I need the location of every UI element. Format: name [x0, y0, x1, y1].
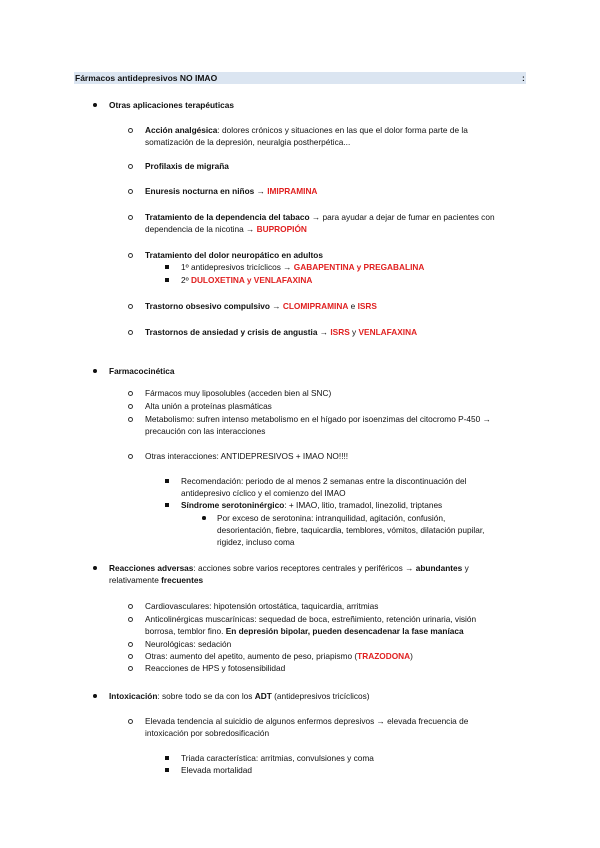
reacciones-intro-cont: relativamente frecuentes [109, 575, 204, 585]
section-title-reacciones: Reacciones adversas: acciones sobre varios receptores centrales y periféricos → abundantes y [109, 563, 469, 573]
list-item-analgesic-cont: somatización de la depresión, neuralgia postherpética... [145, 137, 351, 147]
circle-bullet-icon [128, 304, 133, 309]
circle-bullet-icon [128, 604, 133, 609]
adverse-anticholinergic-cont: borrosa, temblor fino. En depresión bipolar, pueden desencadenar la fase maníaca [145, 626, 464, 636]
list-item-neuropathic: Tratamiento del dolor neuropático en adultos [145, 250, 323, 260]
interaction-recommendation-cont: antidepresivo cíclico y el comienzo del IMAO [181, 488, 346, 498]
square-bullet-icon [165, 278, 169, 282]
pk-item-metabolism: Metabolismo: sufren intenso metabolismo en el hígado por isoenzimas del citocromo P-450 → [145, 414, 491, 424]
square-bullet-icon [165, 265, 169, 269]
circle-bullet-icon [128, 654, 133, 659]
intox-triad: Triada característica: arritmias, convulsiones y coma [181, 753, 374, 763]
circle-bullet-icon [128, 330, 133, 335]
circle-bullet-icon [128, 391, 133, 396]
intox-suicide-cont: intoxicación por sobredosificación [145, 728, 270, 738]
neuro-item-first: 1º antidepresivos tricíclicos → GABAPENTINA y PREGABALINA [181, 262, 425, 272]
list-item-migraine: Profilaxis de migraña [145, 161, 229, 171]
bullet-icon [93, 694, 97, 698]
intox-suicide: Elevada tendencia al suicidio de algunos enfermos depresivos → elevada frecuencia de [145, 716, 469, 726]
list-item-analgesic: Acción analgésica: dolores crónicos y situaciones en las que el dolor forma parte de la [145, 125, 468, 135]
list-item-toc: Trastorno obsesivo compulsivo → CLOMIPRAMINA e ISRS [145, 301, 377, 311]
interaction-serotonin: Síndrome serotoninérgico: + IMAO, litio, tramadol, linezolid, triptanes [181, 500, 443, 510]
bullet-icon [93, 566, 97, 570]
serotonin-detail: Por exceso de serotonina: intranquilidad, agitación, confusión, [217, 513, 446, 523]
header-colon: : [522, 73, 525, 83]
circle-bullet-icon [128, 164, 133, 169]
list-item-tobacco: Tratamiento de la dependencia del tabaco → para ayudar a dejar de fumar en pacientes con [145, 212, 495, 222]
square-bullet-icon [165, 768, 169, 772]
adverse-neuro: Neurológicas: sedación [145, 639, 232, 649]
square-bullet-icon [165, 479, 169, 483]
circle-bullet-icon [128, 215, 133, 220]
circle-bullet-icon [128, 417, 133, 422]
circle-bullet-icon [128, 454, 133, 459]
circle-bullet-icon [128, 128, 133, 133]
section-title-aplicaciones: Otras aplicaciones terapéuticas [109, 100, 234, 110]
circle-bullet-icon [128, 189, 133, 194]
section-title-intoxicacion: Intoxicación: sobre todo se da con los ADT (antidepresivos tricíclicos) [109, 691, 370, 701]
circle-bullet-icon [128, 617, 133, 622]
circle-bullet-icon [128, 666, 133, 671]
circle-bullet-icon [128, 642, 133, 647]
neuro-item-second: 2º DULOXETINA y VENLAFAXINA [181, 275, 313, 285]
pk-item-protein: Alta unión a proteínas plasmáticas [145, 401, 272, 411]
pk-item-interactions: Otras interacciones: ANTIDEPRESIVOS + IMAO NO!!!! [145, 451, 349, 461]
pk-item-liposoluble: Fármacos muy liposolubles (acceden bien al SNC) [145, 388, 332, 398]
circle-bullet-icon [128, 719, 133, 724]
list-item-enuresis: Enuresis nocturna en niños → IMIPRAMINA [145, 186, 318, 196]
intox-mortality: Elevada mortalidad [181, 765, 253, 775]
page-title: Fármacos antidepresivos NO IMAO [75, 73, 218, 83]
serotonin-detail-cont2: rigidez, incluso coma [217, 537, 295, 547]
section-title-farmacocinetica: Farmacocinética [109, 366, 175, 376]
serotonin-detail-cont1: desorientación, fiebre, taquicardia, temblores, vómitos, dilatación pupilar, [217, 525, 485, 535]
adverse-hps: Reacciones de HPS y fotosensibilidad [145, 663, 286, 673]
circle-bullet-icon [128, 404, 133, 409]
circle-bullet-icon [128, 253, 133, 258]
square-bullet-icon [165, 503, 169, 507]
bullet-icon [202, 516, 206, 520]
interaction-recommendation: Recomendación: periodo de al menos 2 semanas entre la discontinuación del [181, 476, 467, 486]
pk-item-metabolism-cont: precaución con las interacciones [145, 426, 266, 436]
bullet-icon [93, 103, 97, 107]
square-bullet-icon [165, 756, 169, 760]
adverse-cardio: Cardiovasculares: hipotensión ortostática, taquicardia, arritmias [145, 601, 379, 611]
list-item-anxiety: Trastornos de ansiedad y crisis de angustia → ISRS y VENLAFAXINA [145, 327, 418, 337]
list-item-tobacco-cont: dependencia de la nicotina → BUPROPIÓN [145, 224, 307, 234]
adverse-other: Otras: aumento del apetito, aumento de peso, priapismo (TRAZODONA) [145, 651, 413, 661]
bullet-icon [93, 369, 97, 373]
adverse-anticholinergic: Anticolinérgicas muscarínicas: sequedad de boca, estreñimiento, retención urinaria, visión [145, 614, 477, 624]
